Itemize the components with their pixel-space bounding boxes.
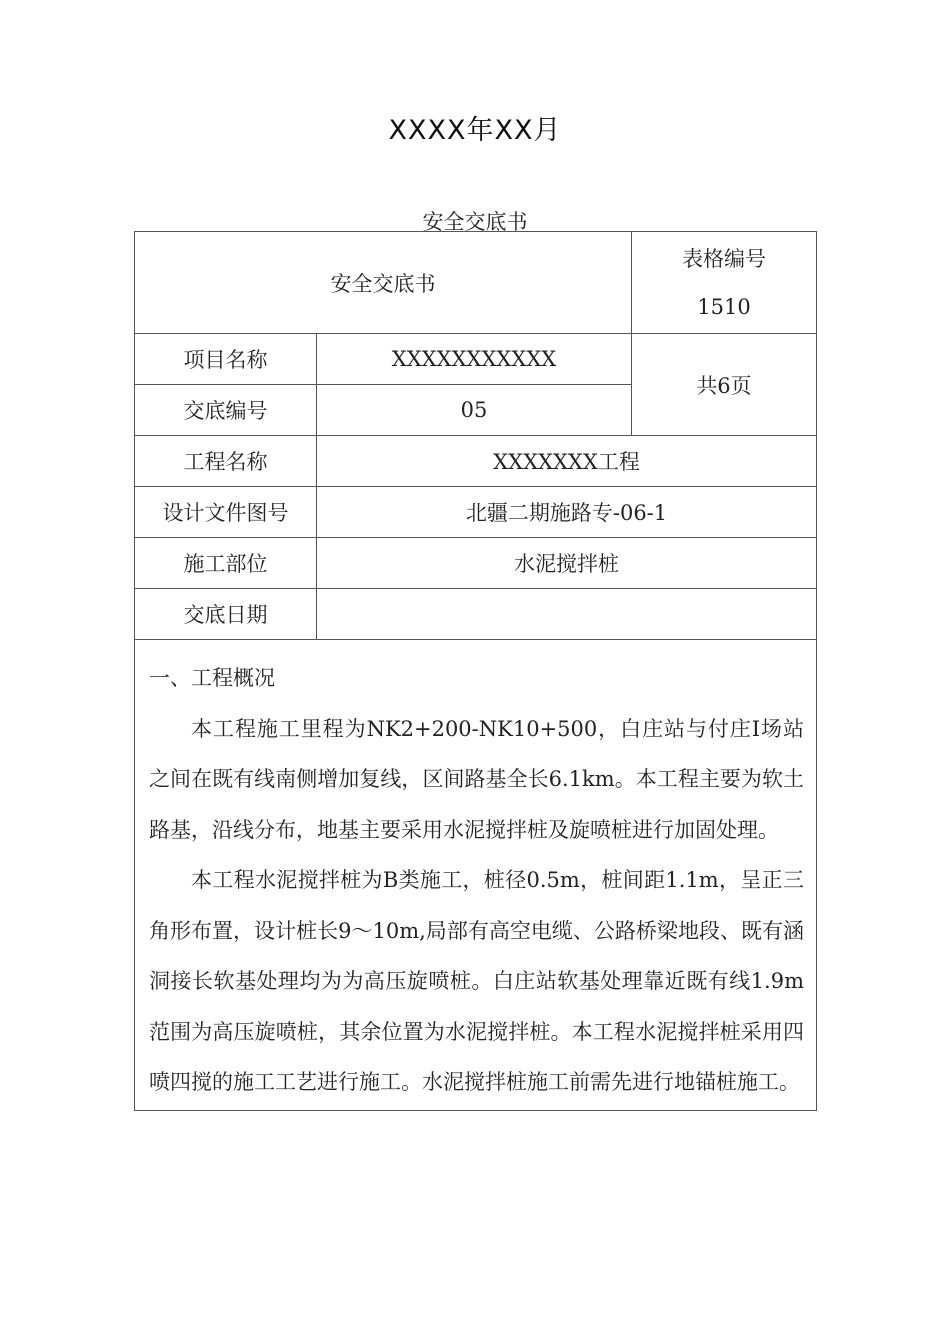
briefing-number-value: 05 [317,385,632,436]
safety-briefing-form [134,231,817,1111]
project-name-row [135,334,817,385]
overview-paragraph-2: 本工程水泥搅拌桩为B类施工，桩径0.5m，桩间距1.1m，呈正三角形布置，设计桩长9～10m,局部有高空电缆、公路桥梁地段、既有涵洞接长软基处理均为为高压旋喷桩。白庄站软基处理靠近既有线1.9m范围为高压旋喷桩，其余位置为水泥搅拌桩。本工程水泥搅拌桩采用四喷四搅的施工工艺进行施工。水泥搅拌桩施工前需先进行地锚桩施工。 [149,868,804,1094]
briefing-date-row [135,589,817,640]
construction-location-value: 水泥搅拌桩 [317,538,817,589]
page-count: 共6页 [632,334,817,436]
project-name-label: 项目名称 [135,334,317,385]
engineering-name-value: XXXXXXX工程 [317,436,817,487]
design-drawing-value: 北疆二期施路专-06-1 [317,487,817,538]
content-row [135,640,817,1111]
design-drawing-row [135,487,817,538]
form-header-row [135,232,817,334]
date-heading: XXXX年XX月 [388,115,562,146]
engineering-name-row [135,436,817,487]
engineering-name-label: 工程名称 [135,436,317,487]
briefing-number-label: 交底编号 [135,385,317,436]
sheet-number-label: 表格编号 [682,246,766,271]
briefing-date-value [317,589,817,640]
document-caption: 安全交底书 [422,210,528,234]
overview-paragraph-1: 本工程施工里程为NK2+200-NK10+500，白庄站与付庄I场站之间在既有线南侧增加复线，区间路基全长6.1km。本工程主要为软土路基，沿线分布，地基主要采用水泥搅拌桩及旋喷桩进行加固处理。 [149,716,804,842]
sheet-number-cell [632,232,817,334]
briefing-date-label: 交底日期 [135,589,317,640]
construction-location-label: 施工部位 [135,538,317,589]
design-drawing-label: 设计文件图号 [135,487,317,538]
briefing-content [135,640,817,1111]
section-title: 一、工程概况 [149,666,275,690]
project-name-value: XXXXXXXXXXX [317,334,632,385]
form-title: 安全交底书 [135,232,632,334]
sheet-number-value: 1510 [697,294,751,319]
construction-location-row [135,538,817,589]
